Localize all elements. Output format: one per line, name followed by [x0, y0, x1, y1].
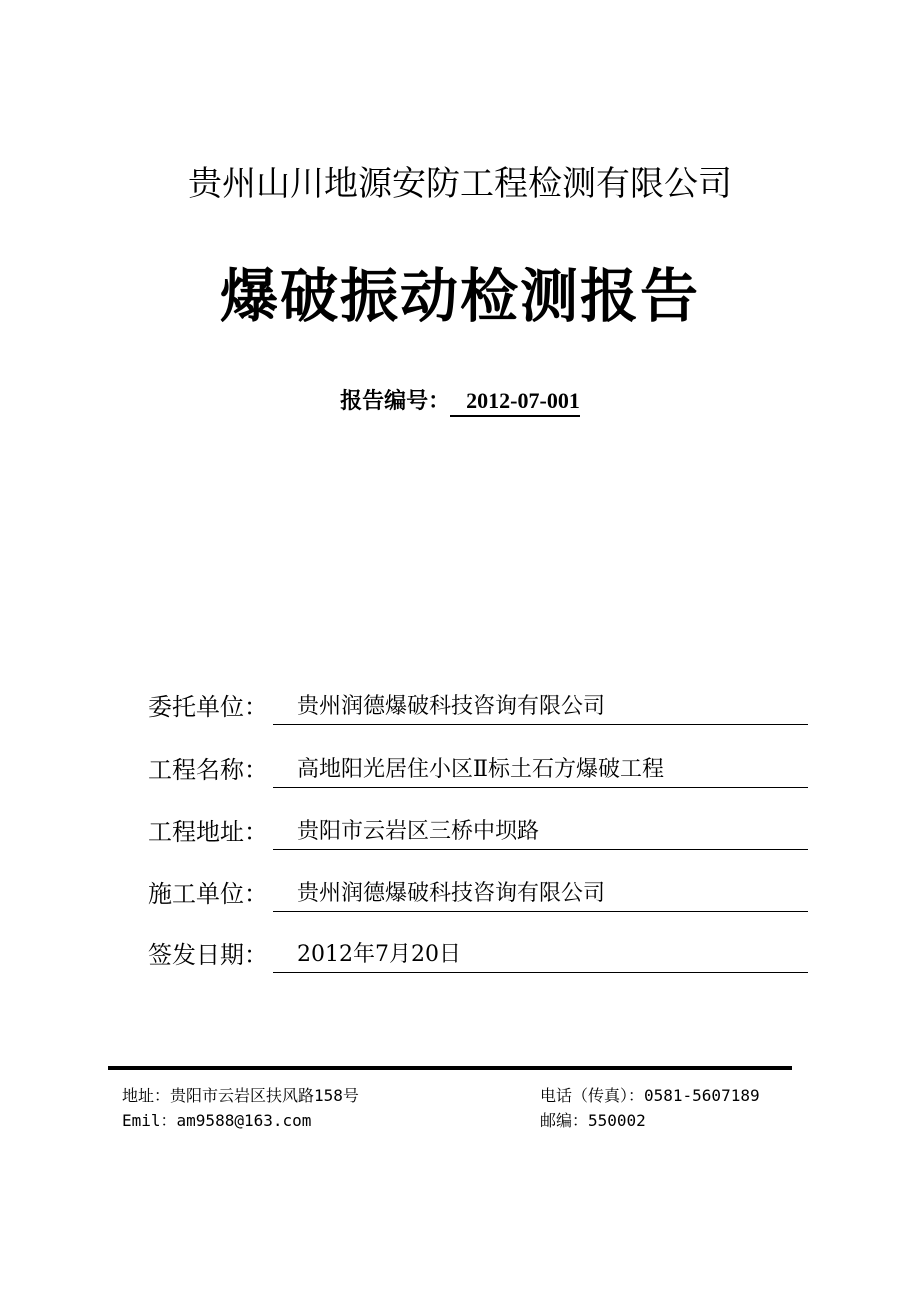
- field-project-address-value: 贵阳市云岩区三桥中坝路: [273, 815, 808, 850]
- report-number-label: 报告编号：: [340, 388, 451, 414]
- report-number: [0, 384, 920, 418]
- field-issue-date: [148, 938, 808, 974]
- field-project-name: [148, 753, 808, 789]
- field-project-address: [148, 815, 808, 851]
- report-number-value: 2012-07-001: [450, 387, 580, 417]
- field-project-address-label: 工程地址：: [148, 818, 268, 846]
- field-client: [148, 690, 808, 726]
- field-issue-date-value: 2012年7月20日: [273, 938, 808, 973]
- footer-email: Emil：am9588@163.com: [122, 1111, 312, 1130]
- footer-phone: 电话（传真）：0581-5607189: [540, 1086, 760, 1105]
- field-contractor-label: 施工单位：: [148, 880, 268, 908]
- report-title: 爆破振动检测报告: [219, 262, 700, 330]
- field-project-name-label: 工程名称：: [148, 756, 268, 784]
- field-project-name-value: 高地阳光居住小区Ⅱ标土石方爆破工程: [273, 753, 808, 788]
- field-client-value: 贵州润德爆破科技咨询有限公司: [273, 690, 808, 725]
- field-client-label: 委托单位：: [148, 693, 268, 721]
- field-contractor-value: 贵州润德爆破科技咨询有限公司: [273, 877, 808, 912]
- field-issue-date-label: 签发日期：: [148, 941, 268, 969]
- field-contractor: [148, 877, 808, 913]
- company-name: 贵州山川地源安防工程检测有限公司: [188, 164, 732, 204]
- footer-address: 地址：贵阳市云岩区扶风路158号: [122, 1086, 359, 1105]
- footer-postcode: 邮编：550002: [540, 1111, 646, 1130]
- footer-divider: [108, 1066, 792, 1070]
